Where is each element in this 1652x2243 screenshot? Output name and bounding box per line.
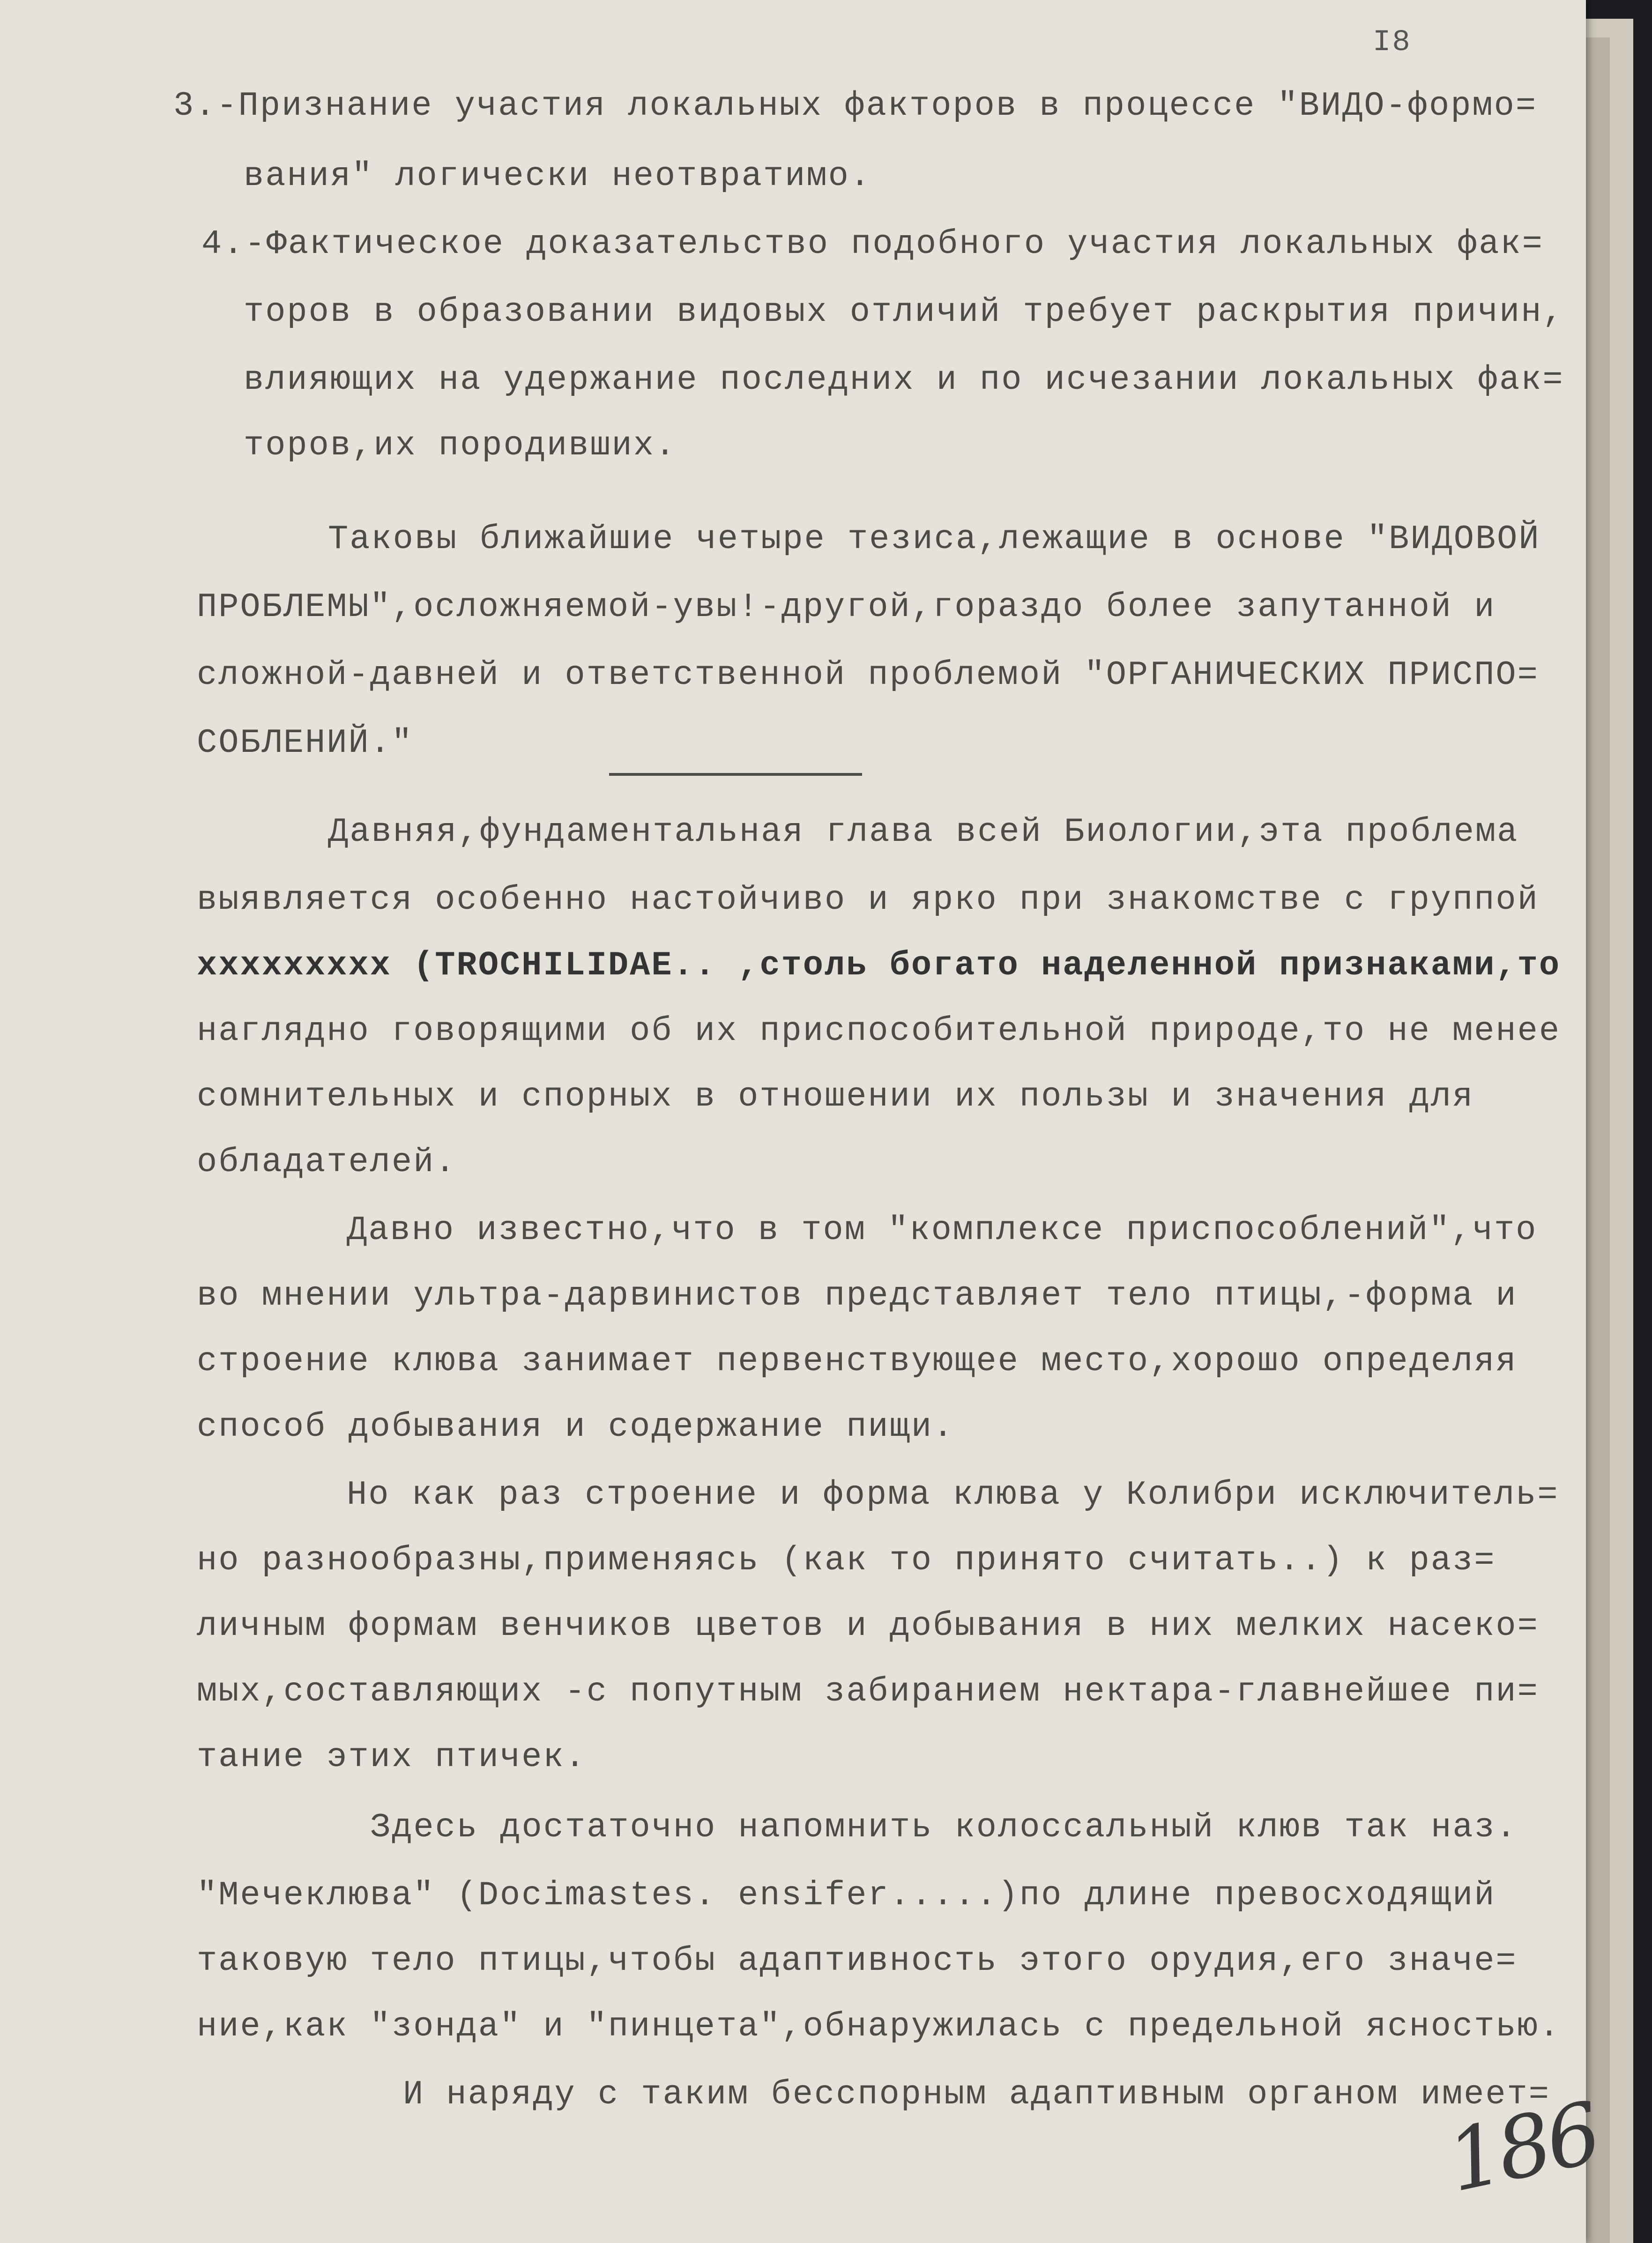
text-line: тание этих птичек. [197, 1738, 587, 1776]
text-line: Здесь достаточно напомнить колоссальный клюв так наз. [370, 1808, 1518, 1847]
text-line: СОБЛЕНИЙ." [197, 724, 414, 762]
text-line: мых,составляющих -с попутным забиранием нектара-главнейшее пи= [197, 1672, 1539, 1711]
text-line: способ добывания и содержание пищи. [197, 1408, 955, 1446]
text-line: во мнении ультра-дарвинистов представляет тело птицы,-форма и [197, 1277, 1518, 1315]
text-line: Таковы ближайшие четыре тезиса,лежащие в основе "ВИДОВОЙ [328, 520, 1540, 558]
text-line: но разнообразны,применяясь (как то принято считать..) к раз= [197, 1541, 1496, 1580]
text-line: ПРОБЛЕМЫ",осложняемой-увы!-другой,гораздо более запутанной и [197, 588, 1496, 626]
text-line: Давняя,фундаментальная глава всей Биологии,эта проблема [328, 813, 1519, 851]
section-divider [609, 773, 862, 776]
text-line: вания" логически неотвратимо. [244, 157, 872, 195]
text-line: Давно известно,что в том "комплексе приспособлений",что [347, 1211, 1538, 1249]
text-line: личным формам венчиков цветов и добывания в них мелких насеко= [197, 1607, 1539, 1645]
text-line: "Мечеклюва" (Docimastes. ensifer.....)по длине превосходящий [197, 1876, 1496, 1915]
text-line: Но как раз строение и форма клюва у Колибри исключитель= [347, 1476, 1559, 1514]
text-line: влияющих на удержание последних и по исчезании локальных фак= [244, 361, 1564, 399]
text-line: торов в образовании видовых отличий требует раскрытия причин, [244, 293, 1564, 331]
text-line: таковую тело птицы,чтобы адаптивность этого орудия,его значе= [197, 1942, 1518, 1980]
text-line: торов,их породивших. [244, 426, 677, 465]
text-line: наглядно говорящими об их приспособительной природе,то не менее [197, 1012, 1561, 1050]
handwritten-folio-number: 186 [1439, 2084, 1606, 2211]
text-line: выявляется особенно настойчиво и ярко при знакомстве с группой [197, 881, 1539, 919]
text-line: строение клюва занимает первенствующее место,хорошо определяя [197, 1342, 1518, 1381]
text-line: И наряду с таким бесспорным адаптивным органом имеет= [403, 2075, 1550, 2114]
text-line: сложной-давней и ответственной проблемой "ОРГАНИЧЕСКИХ ПРИСПО= [197, 656, 1539, 694]
text-line: xxxxxxxxx (TROCHILIDAE.. ,столь богато наделенной признаками,то [197, 946, 1561, 985]
text-line: 4.-Фактическое доказательство подобного участия локальных фак= [201, 225, 1544, 263]
page-number: I8 [1373, 26, 1412, 59]
text-line: обладателей. [197, 1143, 457, 1181]
text-line: 3.-Признание участия локальных факторов в процессе "ВИДО-формо= [173, 87, 1538, 125]
text-line: сомнительных и спорных в отношении их пользы и значения для [197, 1077, 1474, 1116]
text-line: ние,как "зонда" и "пинцета",обнаружилась с предельной ясностью. [197, 2007, 1561, 2046]
